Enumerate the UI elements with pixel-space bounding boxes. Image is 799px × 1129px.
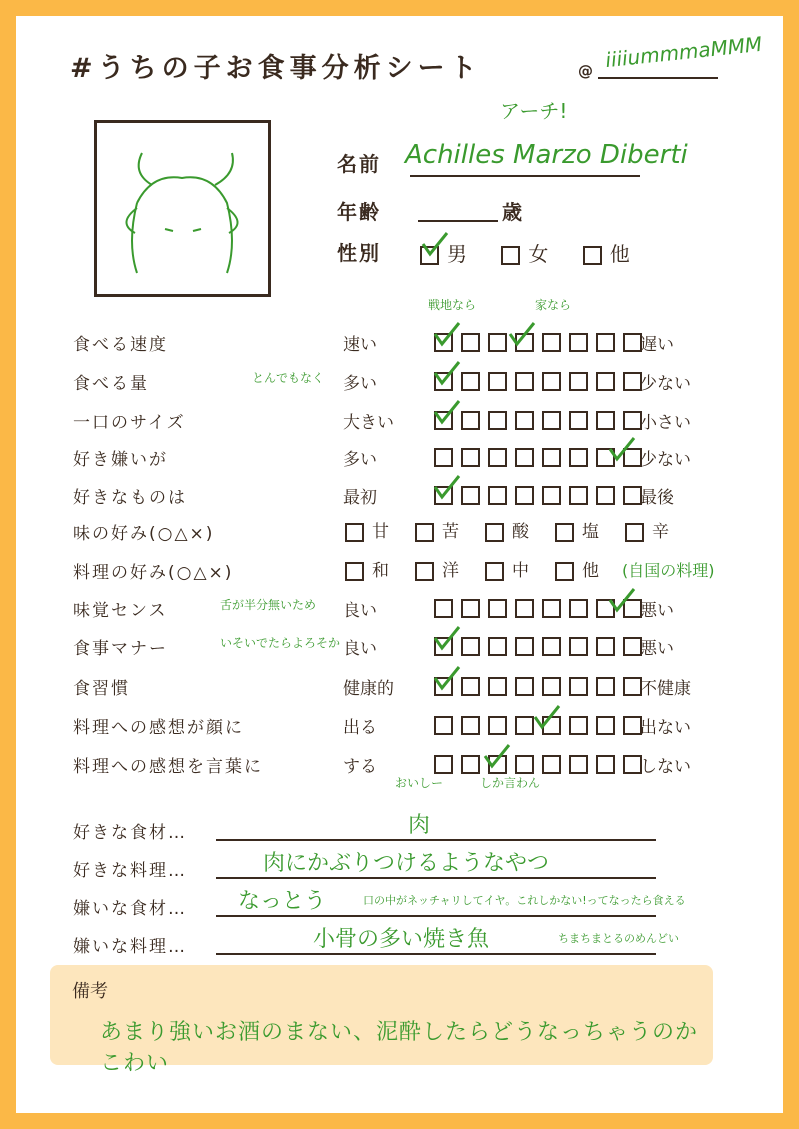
row-handwritten-note: 舌が半分無いため <box>220 598 317 612</box>
name-label: 名前 <box>337 152 381 176</box>
row-left-label: する <box>343 757 377 777</box>
rating-row <box>0 630 767 660</box>
option-box <box>485 523 504 542</box>
rating-box[interactable] <box>569 448 588 467</box>
name-line <box>410 175 640 177</box>
rating-box[interactable] <box>596 677 615 696</box>
rating-row <box>0 748 767 790</box>
row-handwritten-note: とんでもなく <box>252 371 325 385</box>
rating-box[interactable] <box>488 411 507 430</box>
rating-box[interactable] <box>461 448 480 467</box>
option-box <box>625 523 644 542</box>
check-mark-icon <box>432 624 462 654</box>
favorite-value: 肉にかぶりつけるようなやつ <box>263 851 550 876</box>
rating-box[interactable] <box>569 599 588 618</box>
row-left-label: 速い <box>343 335 377 355</box>
rating-box[interactable] <box>488 599 507 618</box>
favorite-label: 嫌いな料理… <box>73 937 187 957</box>
rating-box[interactable] <box>596 486 615 505</box>
sex-options <box>420 238 630 267</box>
row-label: 味覚センス <box>73 601 168 621</box>
favorite-row <box>73 928 693 958</box>
row-label: 好きなものは <box>73 488 187 508</box>
row-right-label: 悪い <box>640 639 674 659</box>
rating-row <box>0 404 767 434</box>
rating-box[interactable] <box>596 637 615 656</box>
row-boxes <box>434 485 650 505</box>
rating-box[interactable] <box>596 411 615 430</box>
option-box <box>415 562 434 581</box>
row-left-label: 出る <box>343 718 377 738</box>
rating-row <box>0 670 767 700</box>
rating-box[interactable] <box>488 448 507 467</box>
row-right-label: 出ない <box>640 718 691 738</box>
row-left-label: 健康的 <box>343 679 394 699</box>
sheet-title: #うちの子お食事分析シート <box>70 53 482 84</box>
row-left-label: 多い <box>343 450 377 470</box>
row-handwritten-note: 家なら <box>535 298 572 312</box>
row-right-label: 悪い <box>640 601 674 621</box>
rating-box[interactable] <box>515 448 534 467</box>
rating-box[interactable] <box>488 333 507 352</box>
rating-box[interactable] <box>488 486 507 505</box>
row-label: 一口のサイズ <box>73 413 186 433</box>
rating-box[interactable] <box>488 677 507 696</box>
cuisine-other-note: (自国の料理) <box>622 561 715 580</box>
sex-option-other[interactable]: 他 <box>583 242 630 266</box>
check-mark-icon <box>432 473 462 503</box>
favorite-row <box>73 814 693 844</box>
bull-sketch-icon <box>97 123 268 294</box>
sex-label: 性別 <box>337 241 381 265</box>
favorite-line <box>216 839 656 841</box>
rating-box[interactable] <box>515 411 534 430</box>
favorite-note: ちまちまとるのめんどい <box>558 932 679 945</box>
rating-box[interactable] <box>515 637 534 656</box>
rating-box[interactable] <box>569 333 588 352</box>
cuisine-option[interactable]: 洋 <box>415 556 485 581</box>
favorite-row <box>73 890 693 920</box>
row-right-label: 遅い <box>640 335 674 355</box>
row-boxes <box>434 676 650 696</box>
handle-value: iiiiummmaMMM <box>604 31 764 73</box>
row-left-label: 大きい <box>343 413 394 433</box>
row-label: 食事マナー <box>73 639 168 659</box>
rating-box[interactable] <box>434 448 453 467</box>
cuisine-option[interactable]: 和 <box>345 556 415 581</box>
option-box <box>555 562 574 581</box>
age-label: 年齢 <box>337 200 381 224</box>
row-boxes <box>434 754 650 774</box>
taste-option[interactable]: 酸 <box>485 517 555 542</box>
row-boxes <box>434 332 650 352</box>
row-label: 食べる速度 <box>73 335 168 355</box>
rating-box[interactable] <box>461 677 480 696</box>
favorite-label: 好きな料理… <box>73 861 187 881</box>
rating-box[interactable] <box>515 599 534 618</box>
row-boxes <box>434 410 650 430</box>
taste-option[interactable]: 辛 <box>625 517 695 542</box>
check-mark-icon <box>420 230 450 260</box>
favorite-note: 口の中がネッチャリしてイヤ。これしかない!ってなったら食える <box>363 894 686 907</box>
handle-at: @ <box>578 62 593 80</box>
check-mark-icon <box>482 742 512 772</box>
age-line <box>418 220 498 222</box>
taste-option[interactable]: 甘 <box>345 517 415 542</box>
row-right-label: 不健康 <box>640 679 691 699</box>
row-label: 食べる量 <box>73 374 149 394</box>
rating-box[interactable] <box>461 372 480 391</box>
rating-box[interactable] <box>488 716 507 735</box>
option-box <box>485 562 504 581</box>
rating-box[interactable] <box>596 716 615 735</box>
favorite-row <box>73 852 693 882</box>
rating-row <box>0 709 767 739</box>
row-left-label: 良い <box>343 601 377 621</box>
row-label: 食習慣 <box>73 679 130 699</box>
check-mark-icon <box>607 435 637 465</box>
row-left-label: 良い <box>343 639 377 659</box>
row-right-label: 小さい <box>640 413 691 433</box>
row-left-label: 最初 <box>343 488 377 508</box>
rating-box[interactable] <box>596 755 615 774</box>
rating-box[interactable] <box>542 448 561 467</box>
row-right-label: 少ない <box>640 450 691 470</box>
rating-box[interactable] <box>569 372 588 391</box>
favorite-label: 好きな食材… <box>73 823 187 843</box>
option-box <box>415 523 434 542</box>
rating-box[interactable] <box>488 637 507 656</box>
option-box <box>345 562 364 581</box>
favorite-line <box>216 915 656 917</box>
check-mark-icon <box>532 703 562 733</box>
row-handwritten-note: おいしー <box>395 776 444 790</box>
rating-box[interactable] <box>542 486 561 505</box>
rating-box[interactable] <box>515 677 534 696</box>
favorite-value: なっとう <box>238 889 327 914</box>
rating-row <box>0 479 767 509</box>
option-box <box>345 523 364 542</box>
rating-box[interactable] <box>596 333 615 352</box>
rating-box[interactable] <box>461 333 480 352</box>
remarks-label: 備考 <box>72 981 108 1002</box>
row-right-label: 最後 <box>640 488 674 508</box>
check-mark-icon <box>607 586 637 616</box>
row-right-label: 少ない <box>640 374 691 394</box>
rating-box[interactable] <box>542 637 561 656</box>
name-value: Achilles Marzo Diberti <box>405 140 688 170</box>
rating-box[interactable] <box>461 755 480 774</box>
row-label: 料理への感想が顔に <box>73 718 244 738</box>
cuisine-options <box>345 556 625 581</box>
row-left-label: 多い <box>343 374 377 394</box>
remarks-value: あまり強いお酒のまない、泥酔したらどうなっちゃうのかこわい <box>100 1020 699 1076</box>
rating-box[interactable] <box>569 677 588 696</box>
handle-line <box>598 77 718 79</box>
cuisine-option[interactable]: 他 <box>555 556 625 581</box>
rating-row <box>0 592 767 622</box>
row-label: 料理への感想を言葉に <box>73 757 263 777</box>
rating-box[interactable] <box>515 486 534 505</box>
rating-box[interactable] <box>542 372 561 391</box>
rating-box[interactable] <box>542 333 561 352</box>
rating-box[interactable] <box>461 599 480 618</box>
cuisine-option[interactable]: 中 <box>485 556 555 581</box>
check-mark-icon <box>432 664 462 694</box>
taste-label: 味の好み(○△×) <box>73 524 215 544</box>
option-box <box>555 523 574 542</box>
rating-box[interactable] <box>434 599 453 618</box>
rating-box[interactable] <box>461 637 480 656</box>
row-right-label: しない <box>640 757 691 777</box>
rating-row <box>0 365 767 395</box>
nickname: アーチ! <box>500 99 568 123</box>
age-suffix: 歳 <box>502 200 524 224</box>
rating-box[interactable] <box>461 486 480 505</box>
sex-option-female[interactable]: 女 <box>501 242 548 266</box>
taste-option[interactable]: 塩 <box>555 517 625 542</box>
taste-option[interactable]: 苦 <box>415 517 485 542</box>
rating-box[interactable] <box>515 755 534 774</box>
rating-box[interactable] <box>569 755 588 774</box>
rating-row <box>0 298 767 356</box>
rating-box[interactable] <box>542 755 561 774</box>
check-mark-icon <box>432 398 462 428</box>
rating-box[interactable] <box>596 372 615 391</box>
rating-box[interactable] <box>461 716 480 735</box>
check-mark-icon <box>432 359 462 389</box>
sex-option-male[interactable]: 男 <box>420 242 467 266</box>
rating-box[interactable] <box>569 486 588 505</box>
favorite-value: 肉 <box>408 813 431 838</box>
check-mark-icon <box>507 320 537 350</box>
taste-row <box>0 515 767 545</box>
remarks-box <box>50 965 713 1076</box>
favorite-label: 嫌いな食材… <box>73 899 187 919</box>
rating-box[interactable] <box>542 677 561 696</box>
rating-box[interactable] <box>542 411 561 430</box>
rating-box[interactable] <box>434 755 453 774</box>
rating-box[interactable] <box>488 372 507 391</box>
row-boxes <box>434 636 650 656</box>
favorite-line <box>216 877 656 879</box>
rating-box[interactable] <box>569 716 588 735</box>
cuisine-row <box>0 554 767 584</box>
rating-box[interactable] <box>542 599 561 618</box>
row-handwritten-note: いそいでたらよろそか <box>220 636 341 650</box>
rating-box[interactable] <box>515 372 534 391</box>
row-handwritten-note: しか言わん <box>480 776 541 790</box>
check-mark-icon <box>432 320 462 350</box>
rating-box[interactable] <box>434 716 453 735</box>
cuisine-label: 料理の好み(○△×) <box>73 563 234 583</box>
favorite-value: 小骨の多い焼き魚 <box>313 927 490 952</box>
portrait-frame <box>94 120 271 297</box>
row-handwritten-note: 戦地なら <box>428 298 477 312</box>
favorite-line <box>216 953 656 955</box>
row-label: 好き嫌いが <box>73 450 168 470</box>
taste-options <box>345 517 695 542</box>
rating-box[interactable] <box>569 411 588 430</box>
rating-box[interactable] <box>461 411 480 430</box>
rating-row <box>0 441 767 471</box>
row-boxes <box>434 371 650 391</box>
rating-box[interactable] <box>569 637 588 656</box>
